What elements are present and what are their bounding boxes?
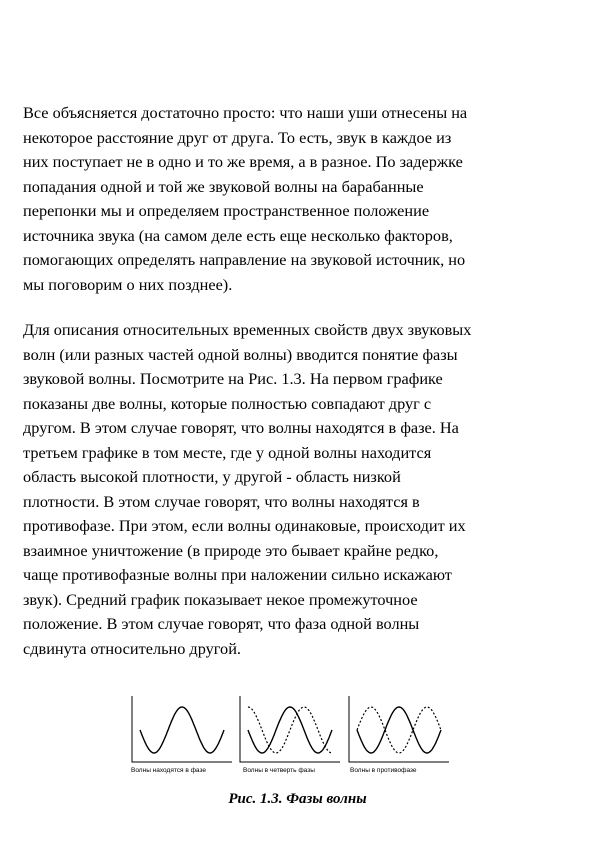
- wave-dashed: [248, 707, 332, 753]
- text-line: мы поговорим о них позднее).: [23, 274, 233, 294]
- panel-label-antiphase: Волны в противофазе: [350, 767, 417, 774]
- wave-dashed: [357, 707, 441, 753]
- text-line: попадания одной и той же звуковой волны на барабанные: [23, 176, 424, 196]
- panel-axis: [132, 696, 232, 762]
- wave-solid: [248, 707, 332, 753]
- wave-phase-figure: [128, 690, 458, 780]
- text-line: Все объясняется достаточно просто: что наши уши отнесены на: [23, 103, 468, 122]
- text-line: помогающих определять направление на звуковой источник, но: [23, 250, 466, 269]
- text-line: плотности. В этом случае говорят, что волны находятся в: [23, 491, 420, 511]
- text-line: звук). Средний график показывает некое промежуточное: [23, 589, 418, 609]
- text-line: некоторое расстояние друг от друга. То есть, звук в каждое из: [23, 127, 452, 147]
- text-line: другом. В этом случае говорят, что волны находятся в фазе. На: [23, 418, 459, 437]
- text-line: положение. В этом случае говорят, что фаза одной волны: [23, 614, 420, 633]
- text-line: чаще противофазные волны при наложении сильно искажают: [23, 565, 452, 584]
- wave-solid: [357, 707, 441, 753]
- text-line: звуковой волны. Посмотрите на Рис. 1.3. На первом графике: [23, 369, 443, 388]
- panel-label-quarter-phase: Волны в четверть фазы: [243, 767, 315, 774]
- text-line: область высокой плотности, у другой - область низкой: [23, 467, 401, 486]
- text-line: взаимное уничтожение (в природе это бывает крайне редко,: [23, 540, 439, 560]
- text-line: третьем графике в том месте, где у одной волны находится: [23, 442, 432, 462]
- panel-axis: [349, 696, 449, 762]
- text-line: Для описания относительных временных свойств двух звуковых: [23, 320, 472, 339]
- paragraph-2: [23, 318, 575, 661]
- text-line: показаны две волны, которые полностью совпадают друг с: [23, 393, 432, 413]
- panel-label-in-phase: Волны находятся в фазе: [131, 767, 206, 774]
- text-line: противофазе. При этом, если волны одинаковые, происходит их: [23, 516, 466, 535]
- text-line: них поступает не в одно и то же время, а в разное. По задержке: [23, 152, 463, 171]
- text-line: волн (или разных частей одной волны) вводится понятие фазы: [23, 344, 458, 364]
- text-line: перепонки мы и определяем пространственное положение: [23, 201, 430, 220]
- wave-solid: [140, 707, 224, 753]
- wave-phase-diagram: [128, 690, 458, 768]
- text-line: сдвинута относительно другой.: [23, 638, 241, 658]
- text-line: источника звука (на самом деле есть еще несколько факторов,: [23, 225, 453, 245]
- paragraph-1: [23, 101, 575, 297]
- figure-caption: Рис. 1.3. Фазы волны: [228, 791, 367, 807]
